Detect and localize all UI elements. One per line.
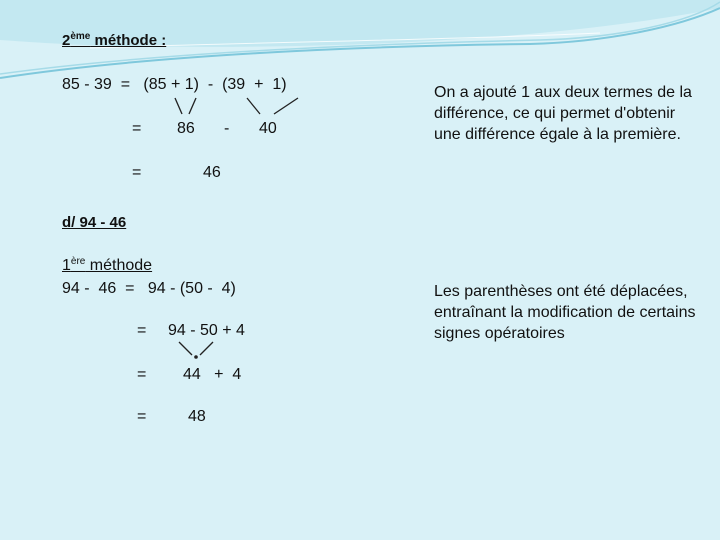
first-method-label: méthode — [85, 257, 153, 274]
equation-line-5-equals: = — [137, 322, 147, 339]
connector-stroke — [175, 98, 182, 114]
equation-line-2-value-a: 86 — [177, 120, 195, 137]
first-method-heading: 1ère méthode — [62, 256, 153, 274]
equation-line-7-result: 48 — [188, 408, 206, 425]
explanation-note-1: On a ajouté 1 aux deux termes de la différence, ce qui permet d'obtenir une différence égale à la première. — [434, 84, 692, 143]
equation-line-5-expression: 94 - 50 + 4 — [168, 322, 245, 339]
equation-line-6-equals: = — [137, 366, 147, 383]
equation-line-6-expression: 44 + 4 — [183, 366, 242, 383]
equation-line-2-value-b: 40 — [259, 120, 277, 137]
explanation-note-2: Les parenthèses ont été déplacées, entraînant la modification de certains signes opératoires — [434, 283, 696, 342]
connector-dot — [194, 355, 198, 359]
second-method-heading: 2ème méthode : — [62, 31, 167, 49]
connector-stroke — [247, 98, 260, 114]
first-method-sup: ère — [70, 256, 86, 267]
connector-stroke — [200, 342, 213, 355]
equation-line-2-operator: - — [224, 120, 230, 137]
second-method-sup: ème — [70, 31, 91, 42]
equation-line-1: 85 - 39 = (85 + 1) - (39 + 1) — [62, 76, 287, 93]
connector-stroke — [189, 98, 196, 114]
equation-line-7-equals: = — [137, 408, 147, 425]
equation-line-4: 94 - 46 = 94 - (50 - 4) — [62, 280, 236, 297]
connector-stroke — [179, 342, 192, 355]
equation-line-3-result: 46 — [203, 164, 221, 181]
second-method-label: méthode : — [90, 32, 167, 49]
equation-line-3-equals: = — [132, 164, 142, 181]
equation-line-2-equals: = — [132, 120, 142, 137]
section-d-title: d/ 94 - 46 — [62, 214, 127, 231]
connector-stroke — [274, 98, 298, 114]
